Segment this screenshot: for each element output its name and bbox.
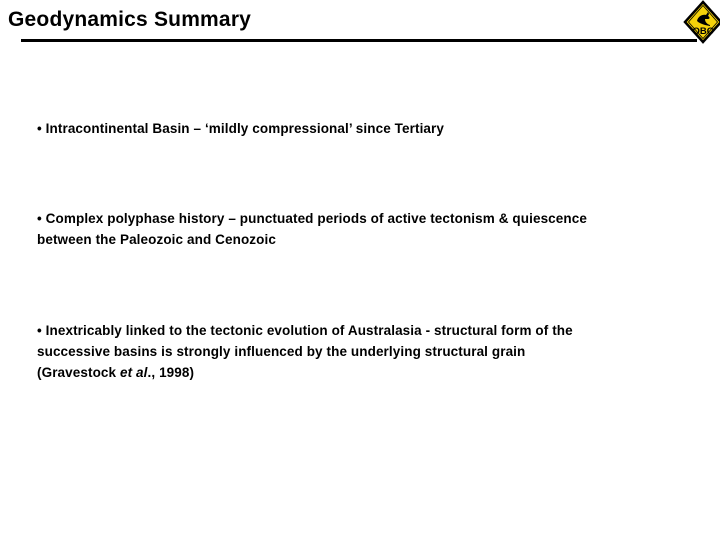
bullet-item: [37, 118, 444, 139]
bullet-line: • Inextricably linked to the tectonic evolution of Australasia - structural form of the: [37, 323, 573, 338]
citation-open: (Gravestock: [37, 365, 120, 380]
bullet-line: • Complex polyphase history – punctuated periods of active tectonism & quiescence: [37, 211, 587, 226]
citation-et-al: et al: [120, 365, 148, 380]
bullet-item: [37, 208, 587, 250]
slide-title: Geodynamics Summary: [8, 8, 252, 31]
svg-text:OBC: OBC: [692, 26, 714, 37]
bullet-line: • Intracontinental Basin – ‘mildly compressional’ since Tertiary: [37, 121, 445, 136]
bullet-line: between the Paleozoic and Cenozoic: [37, 232, 276, 247]
citation-line: [37, 362, 573, 383]
title-underline: [21, 39, 697, 42]
obc-logo-icon: [683, 0, 720, 44]
bullet-line: successive basins is strongly influenced by the underlying structural grain: [37, 344, 526, 359]
bullet-item: [37, 320, 573, 383]
citation-close: ., 1998): [147, 365, 195, 380]
